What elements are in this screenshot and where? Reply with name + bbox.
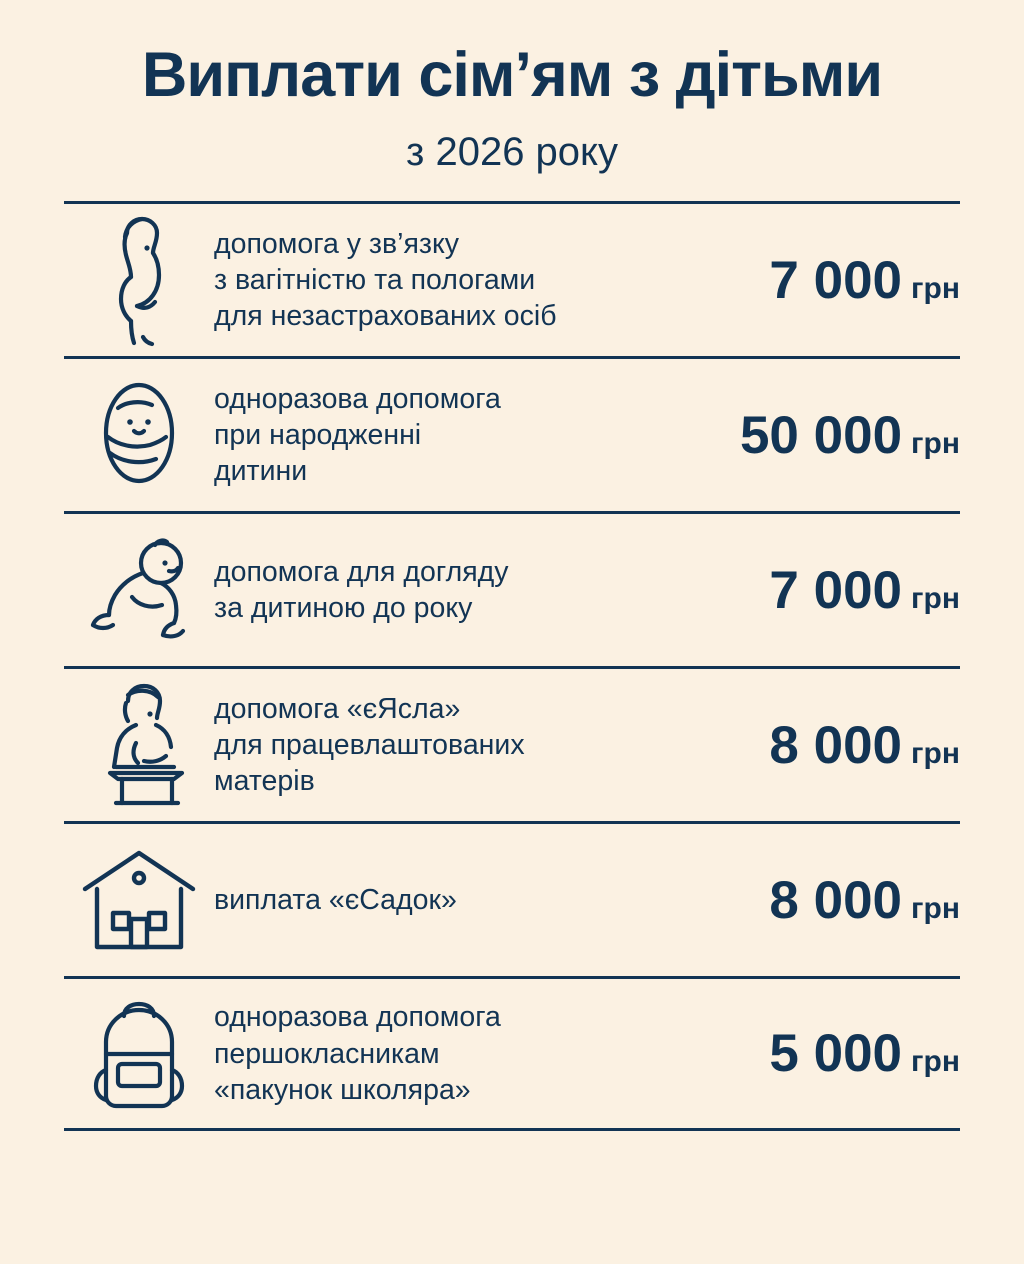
amount-value: 8 000 — [769, 715, 903, 775]
header — [0, 0, 1024, 175]
label-line: дитини — [214, 455, 308, 488]
amount-group — [670, 560, 960, 621]
currency-label: грн — [911, 736, 960, 770]
amount-value: 7 000 — [769, 560, 903, 620]
payments-list — [64, 201, 960, 1131]
label-line: для працевлаштованих — [214, 729, 525, 762]
label-line: одноразова допомога — [214, 1001, 501, 1034]
currency-label: грн — [911, 891, 960, 925]
label-line: допомога «єЯсла» — [214, 692, 461, 725]
amount-value: 50 000 — [739, 405, 903, 465]
label-line: допомога у зв’язку — [214, 227, 459, 260]
currency-label: грн — [911, 426, 960, 460]
label-line: допомога для догляду — [214, 555, 509, 588]
label-line: першокласникам — [214, 1037, 440, 1070]
label-line: виплата «єСадок» — [214, 884, 457, 917]
label-line: матерів — [214, 765, 315, 798]
list-item — [64, 976, 960, 1131]
amount-group — [670, 250, 960, 311]
list-item — [64, 666, 960, 821]
backpack-icon — [64, 992, 214, 1116]
amount-value: 7 000 — [769, 250, 903, 310]
currency-label: грн — [911, 271, 960, 305]
list-item-label — [214, 882, 670, 918]
list-item-label — [214, 691, 670, 800]
label-line: при народженні — [214, 419, 422, 452]
label-line: для незастрахованих осіб — [214, 300, 557, 333]
crawling-baby-icon — [64, 535, 214, 645]
currency-label: грн — [911, 1045, 960, 1079]
list-item-label — [214, 226, 670, 335]
swaddled-baby-icon — [64, 375, 214, 495]
amount-value: 8 000 — [769, 870, 903, 930]
list-item — [64, 356, 960, 511]
label-line: за дитиною до року — [214, 592, 473, 625]
amount-group — [670, 870, 960, 931]
list-item-label — [214, 554, 670, 626]
pregnant-woman-icon — [64, 213, 214, 348]
amount-group — [670, 405, 960, 466]
house-icon — [64, 845, 214, 955]
amount-value: 5 000 — [769, 1024, 903, 1084]
working-mother-laptop-icon — [64, 681, 214, 809]
list-item-label — [214, 381, 670, 490]
label-line: з вагітністю та пологами — [214, 264, 536, 297]
currency-label: грн — [911, 581, 960, 615]
label-line: «пакунок школяра» — [214, 1073, 471, 1106]
list-item — [64, 821, 960, 976]
amount-group — [670, 1023, 960, 1084]
page-subtitle: з 2026 року — [406, 130, 618, 175]
page-title: Виплати сім’ям з дітьми — [141, 40, 883, 110]
list-item — [64, 511, 960, 666]
label-line: одноразова допомога — [214, 382, 501, 415]
amount-group — [670, 715, 960, 776]
list-item — [64, 201, 960, 356]
list-item-label — [214, 999, 670, 1108]
